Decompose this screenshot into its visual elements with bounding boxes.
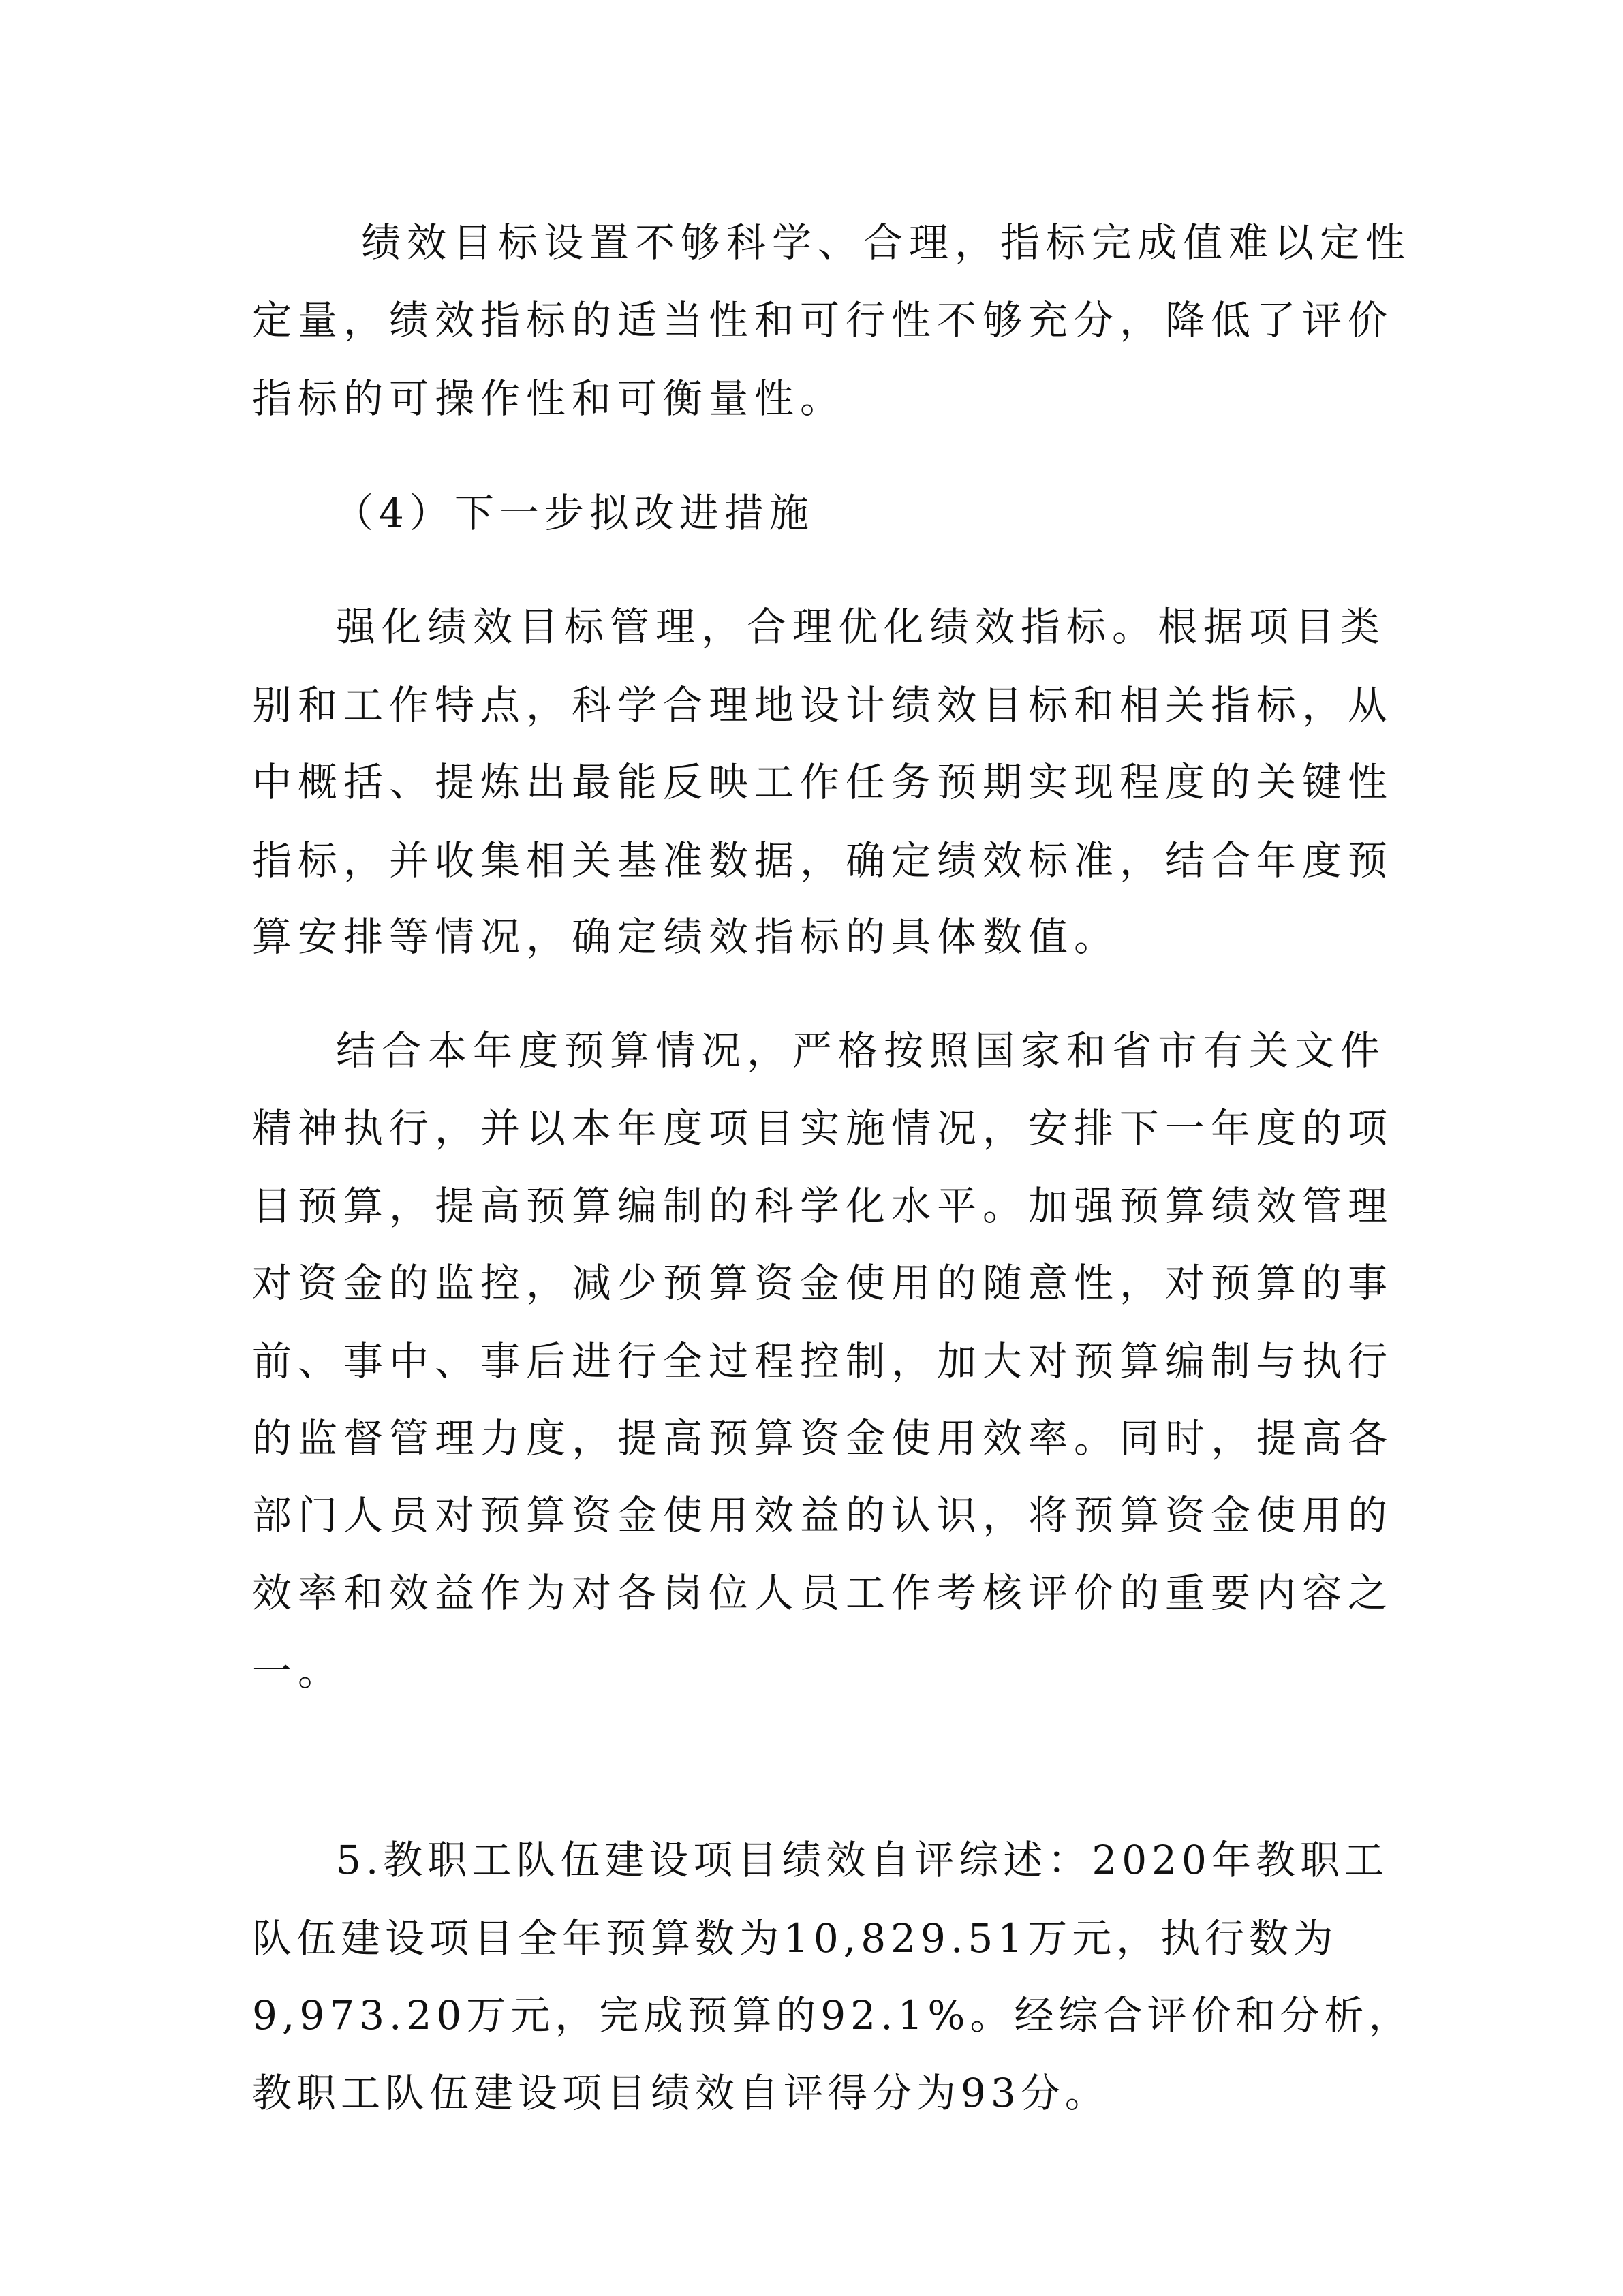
paragraph-line: 绩效目标设置不够科学、合理，指标完成值难以定性: [361, 219, 1412, 266]
paragraph-line: 5.教职工队伍建设项目绩效自评综述：2020年教职工: [336, 1837, 1389, 1883]
paragraph-line: 一。: [252, 1648, 344, 1694]
paragraph-line: 对资金的监控，减少预算资金使用的随意性，对预算的事: [252, 1260, 1394, 1306]
paragraph-line: 教职工队伍建设项目绩效自评得分为93分。: [252, 2070, 1109, 2116]
paragraph-line: 前、事中、事后进行全过程控制，加大对预算编制与执行: [252, 1338, 1394, 1384]
paragraph-line: 效率和效益作为对各岗位人员工作考核评价的重要内容之: [252, 1570, 1394, 1616]
paragraph-line: 部门人员对预算资金使用效益的认识，将预算资金使用的: [252, 1492, 1394, 1538]
paragraph-line: 别和工作特点，科学合理地设计绩效目标和相关指标，从: [252, 682, 1394, 728]
paragraph-line: 的监督管理力度，提高预算资金使用效率。同时，提高各: [252, 1415, 1394, 1461]
paragraph-line: 9,973.20万元，完成预算的92.1%。经综合评价和分析，: [252, 1992, 1413, 2038]
paragraph-line: 算安排等情况，确定绩效指标的具体数值。: [252, 914, 1120, 960]
paragraph-line: 中概括、提炼出最能反映工作任务预期实现程度的关键性: [252, 759, 1394, 805]
section-heading: （4）下一步拟改进措施: [334, 490, 814, 536]
paragraph-line: 指标的可操作性和可衡量性。: [252, 375, 846, 422]
paragraph-line: 强化绩效目标管理，合理优化绩效指标。根据项目类: [336, 604, 1387, 650]
paragraph-line: 定量，绩效指标的适当性和可行性不够充分，降低了评价: [252, 297, 1394, 343]
paragraph-line: 队伍建设项目全年预算数为10,829.51万元，执行数为: [252, 1915, 1338, 1961]
paragraph-line: 指标，并收集相关基准数据，确定绩效标准，结合年度预: [252, 837, 1394, 884]
paragraph-line: 结合本年度预算情况，严格按照国家和省市有关文件: [336, 1027, 1387, 1074]
paragraph-line: 目预算，提高预算编制的科学化水平。加强预算绩效管理: [252, 1183, 1394, 1229]
paragraph-line: 精神执行，并以本年度项目实施情况，安排下一年度的项: [252, 1105, 1394, 1151]
